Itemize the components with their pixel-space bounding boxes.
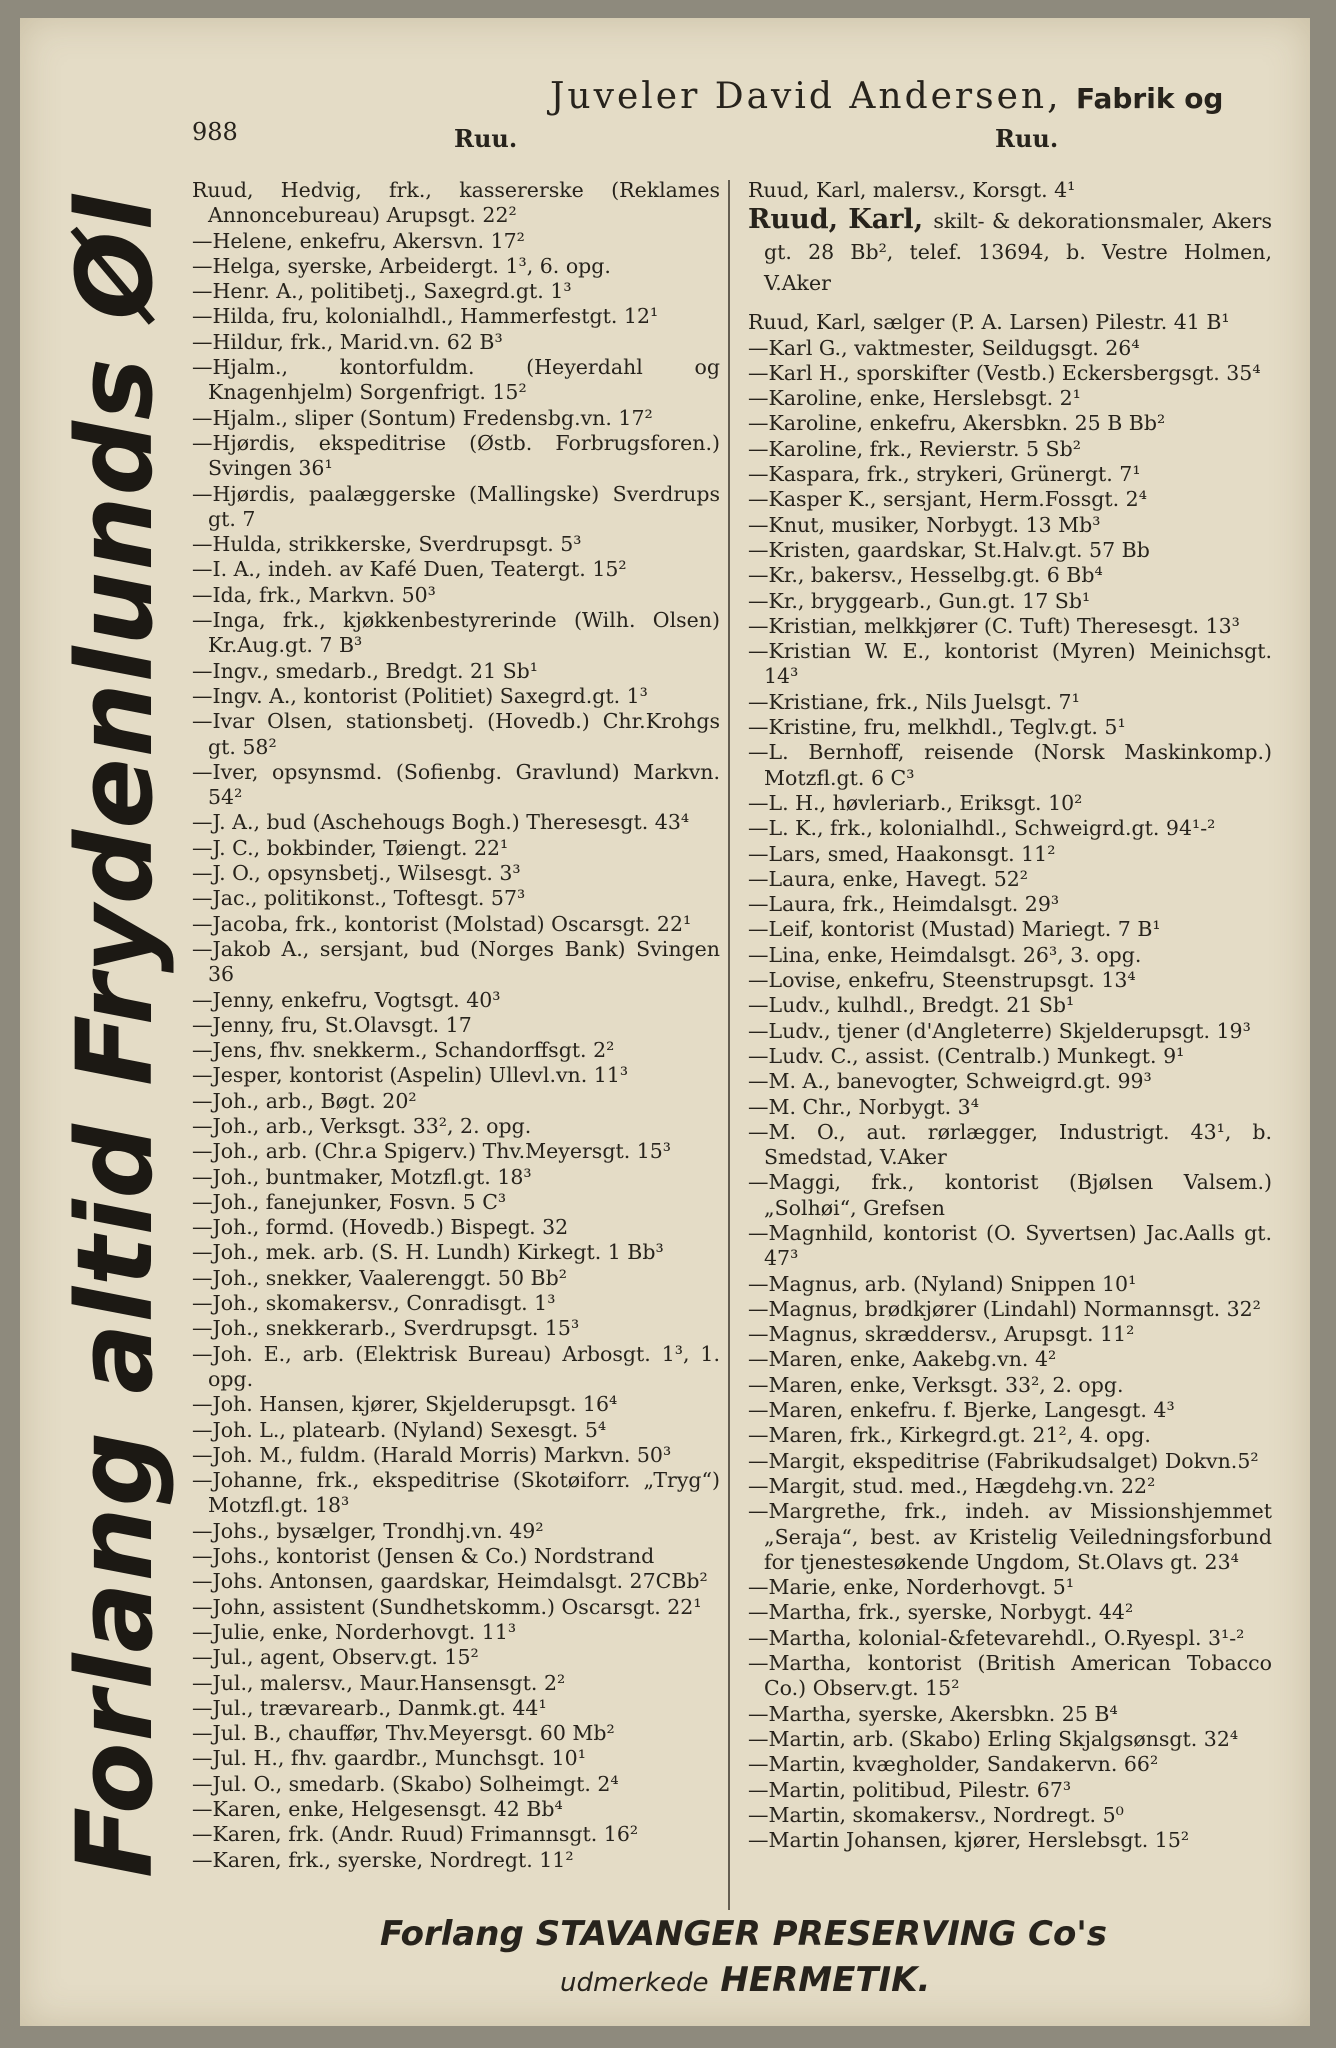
directory-entry: —Magnus, arb. (Nyland) Snippen 10¹: [748, 1271, 1137, 1296]
directory-entry: —Hilda, fru, kolonialhdl., Hammerfestgt. 12¹: [192, 304, 659, 329]
directory-entry: —Jesper, kontorist (Aspelin) Ullevl.vn. 11³: [192, 1063, 629, 1088]
directory-entry: —Karoline, enkefru, Akersbkn. 25 B Bb²: [748, 411, 1166, 436]
directory-entry: Ruud, Karl, malersv., Korsgt. 4¹: [748, 178, 1076, 202]
directory-entry: —Ida, frk., Markvn. 50³: [192, 582, 436, 607]
directory-entry: —Helene, enkefru, Akersvn. 17²: [192, 228, 525, 253]
directory-entry: —Joh., fanejunker, Fosvn. 5 C³: [192, 1189, 507, 1214]
directory-entry: —Martin Johansen, kjører, Herslebsgt. 15²: [748, 1828, 1190, 1853]
header-ad-tail: Fabrik og: [1076, 82, 1224, 115]
highlighted-entry-name: Ruud, Karl,: [748, 204, 924, 236]
directory-entry: —Maren, enkefru. f. Bjerke, Langesgt. 4³: [748, 1398, 1175, 1423]
directory-entry: —Ludv. C., assist. (Centralb.) Munkegt. 9¹: [748, 1043, 1185, 1068]
directory-entry: —Leif, kontorist (Mustad) Mariegt. 7 B¹: [748, 917, 1161, 942]
directory-entry: —Karoline, frk., Revierstr. 5 Sb²: [748, 436, 1081, 461]
directory-entry: —Laura, enke, Havegt. 52²: [748, 866, 1029, 891]
directory-entry: —Karoline, enke, Herslebsgt. 2¹: [748, 386, 1081, 411]
column-divider: [728, 180, 730, 1910]
directory-entry: —L. Bernhoff, reisende (Norsk Maskinkomp.) Motzfl.gt. 6 C³: [748, 740, 1272, 790]
directory-entry: —John, assistent (Sundhetskomm.) Oscarsgt. 22¹: [192, 1594, 702, 1619]
header-ad-main: Juveler David Andersen,: [550, 76, 1062, 117]
directory-entry: —Maggi, frk., kontorist (Bjølsen Valsem.) „Solhøi“, Grefsen: [748, 1170, 1272, 1220]
directory-entry: Ruud, Karl, sælger (P. A. Larsen) Pilestr. 41 B¹: [748, 310, 1230, 335]
directory-entry: —Lars, smed, Haakonsgt. 11²: [748, 841, 1056, 866]
directory-entry: —Hjørdis, paalæggerske (Mallingske) Sverdrups gt. 7: [192, 481, 720, 531]
side-advertisement: Forlang altid Frydenlunds Øl: [54, 193, 176, 1878]
directory-entry: —Karen, enke, Helgesensgt. 42 Bb⁴: [192, 1797, 563, 1821]
directory-entry: Ruud, Hedvig, frk., kassererske (Reklames Annoncebureau) Arupsgt. 22²: [192, 178, 720, 228]
left-column: [192, 178, 720, 1873]
directory-entry: —Lina, enke, Heimdalsgt. 26³, 3. opg.: [748, 942, 1142, 967]
directory-entry: —Karl H., sporskifter (Vestb.) Eckersbergsgt. 35⁴: [748, 360, 1261, 385]
directory-entry: —Henr. A., politibetj., Saxegrd.gt. 1³: [192, 279, 572, 304]
footer-ad-small-text: udmerkede: [560, 1968, 709, 1998]
directory-entry: —Magnus, skræddersv., Arupsgt. 11²: [748, 1322, 1135, 1347]
directory-entry: —Martin, arb. (Skabo) Erling Skjalgsønsgt. 32⁴: [748, 1726, 1239, 1751]
directory-entry: —L. K., frk., kolonialhdl., Schweigrd.gt. 94¹‑²: [748, 816, 1216, 841]
directory-entry: —L. H., høvleriarb., Eriksgt. 10²: [748, 790, 1083, 815]
directory-entry: —M. O., aut. rørlægger, Industrigt. 43¹, b. Smedstad, V.Aker: [748, 1119, 1272, 1170]
directory-entry: —Jens, fhv. snekkerm., Schandorffsgt. 2²: [192, 1038, 615, 1063]
directory-entry: —Lovise, enkefru, Steenstrupsgt. 13⁴: [748, 968, 1136, 993]
guide-word-right: Ruu.: [995, 124, 1059, 153]
directory-entry: —J. C., bokbinder, Tøiengt. 22¹: [192, 835, 509, 860]
directory-entry: —Martin, politibud, Pilestr. 67³: [748, 1777, 1072, 1802]
directory-entry: —Jakob A., sersjant, bud (Norges Bank) Svingen 36: [192, 936, 720, 987]
directory-entry: —Margrethe, frk., indeh. av Missionshjemmet „Seraja“, best. av Kristelig Veiledningsforbund for tjenestesøkende Ungdom, St.Olavs gt. 23⁴: [748, 1499, 1272, 1574]
footer-ad-big-text: HERMETIK.: [720, 1960, 931, 2000]
directory-entry: —Hildur, frk., Marid.vn. 62 B³: [192, 329, 503, 354]
directory-entry: —M. Chr., Norbygt. 3⁴: [748, 1094, 979, 1119]
directory-entry: —Maren, enke, Verksgt. 33², 2. opg.: [748, 1372, 1124, 1397]
directory-entry: —Hulda, strikkerske, Sverdrupsgt. 5³: [192, 532, 582, 557]
directory-entry: —Joh., arb., Verksgt. 33², 2. opg.: [192, 1113, 532, 1138]
directory-entry: —Joh., buntmaker, Motzfl.gt. 18³: [192, 1164, 532, 1189]
directory-entry: —Knut, musiker, Norbygt. 13 Mb³: [748, 512, 1101, 537]
directory-entry: —Kristian, melkkjører (C. Tuft) Theresesgt. 13³: [748, 613, 1240, 638]
header-advertisement: [550, 76, 1223, 117]
directory-entry: —Joh. Hansen, kjører, Skjelderupsgt. 16⁴: [192, 1392, 618, 1417]
directory-entry: —I. A., indeh. av Kafé Duen, Teatergt. 15²: [192, 557, 627, 582]
directory-entry: —J. A., bud (Aschehougs Bogh.) Theresesgt. 43⁴: [192, 810, 690, 835]
directory-entry: —Karen, frk. (Andr. Ruud) Frimannsgt. 16²: [192, 1822, 639, 1847]
footer-advertisement-line2: [560, 1960, 930, 2000]
directory-entry: —Jenny, fru, St.Olavsgt. 17: [192, 1012, 472, 1037]
directory-entry: —Jul. B., chauffør, Thv.Meyersgt. 60 Mb²: [192, 1721, 615, 1746]
directory-entry: —Johs. Antonsen, gaardskar, Heimdalsgt. 27CBb²: [192, 1569, 708, 1594]
highlighted-entry-details: skilt- & dekorationsmaler, Akers gt. 28 Bb², telef. 13694, b. Vestre Holmen, V.Aker: [764, 209, 1272, 296]
directory-entry: —Joh., skomakersv., Conradisgt. 1³: [192, 1291, 556, 1316]
directory-entry: —Jac., politikonst., Toftesgt. 57³: [192, 886, 526, 911]
directory-entry: —Jul., malersv., Maur.Hansensgt. 2²: [192, 1670, 566, 1695]
directory-entry: —Martha, kolonial-&fetevarehdl., O.Ryespl. 3¹‑²: [748, 1625, 1245, 1650]
directory-entry: —Ingv. A., kontorist (Politiet) Saxegrd.gt. 1³: [192, 683, 648, 708]
directory-entry: —Marie, enke, Norderhovgt. 5¹: [748, 1575, 1075, 1600]
directory-page: [20, 18, 1310, 2026]
directory-entry: —Kristian W. E., kontorist (Myren) Meinichsgt. 14³: [748, 639, 1272, 689]
directory-entry: —Jul., trævarearb., Danmk.gt. 44¹: [192, 1695, 547, 1720]
directory-entry: —Inga, frk., kjøkkenbestyrerinde (Wilh. Olsen) Kr.Aug.gt. 7 B³: [192, 608, 720, 658]
directory-entry: —Kristen, gaardskar, St.Halv.gt. 57 Bb: [748, 537, 1150, 562]
directory-entry: —Jul. O., smedarb. (Skabo) Solheimgt. 2⁴: [192, 1771, 619, 1796]
directory-entry: —Karl G., vaktmester, Seildugsgt. 26⁴: [748, 335, 1140, 360]
directory-entry: —Joh. L., platearb. (Nyland) Sexesgt. 5⁴: [192, 1417, 607, 1442]
directory-entry: —Magnus, brødkjører (Lindahl) Normannsgt. 32²: [748, 1296, 1261, 1321]
guide-word-left: Ruu.: [454, 124, 518, 153]
directory-entry: —Margit, stud. med., Hægdehg.vn. 22²: [748, 1473, 1156, 1498]
directory-entry: —Martha, kontorist (British American Tobacco Co.) Observ.gt. 15²: [748, 1651, 1272, 1701]
directory-entry: —Maren, enke, Aakebg.vn. 4²: [748, 1347, 1057, 1372]
directory-entry: —Joh., arb. (Chr.a Spigerv.) Thv.Meyersgt. 15³: [192, 1139, 672, 1164]
page-number: 988: [192, 118, 238, 146]
directory-entry: —Hjalm., kontorfuldm. (Heyerdahl og Knagenhjelm) Sorgenfrigt. 15²: [192, 355, 720, 405]
directory-entry: —Joh., arb., Bøgt. 20²: [192, 1088, 417, 1113]
directory-entry: —Hjørdis, ekspeditrise (Østb. Forbrugsforen.) Svingen 36¹: [192, 430, 720, 481]
directory-entry: —Ivar Olsen, stationsbetj. (Hovedb.) Chr.Krohgs gt. 58²: [192, 709, 720, 759]
directory-entry: —Jenny, enkefru, Vogtsgt. 40³: [192, 987, 501, 1012]
directory-entry: —Johanne, frk., ekspeditrise (Skotøiforr. „Tryg“) Motzfl.gt. 18³: [192, 1468, 720, 1518]
directory-entry: —Kaspara, frk., strykeri, Grünergt. 7¹: [748, 462, 1141, 487]
directory-entry: —Joh. M., fuldm. (Harald Morris) Markvn. 50³: [192, 1442, 672, 1467]
right-column: [748, 178, 1272, 1853]
directory-entry: —Julie, enke, Norderhovgt. 11³: [192, 1619, 517, 1644]
footer-advertisement-line1: Forlang STAVANGER PRESERVING Co's: [380, 1914, 1107, 1954]
directory-entry: —Karen, frk., syerske, Nordregt. 11²: [192, 1847, 574, 1872]
directory-entry: —Joh., snekker, Vaalerenggt. 50 Bb²: [192, 1265, 567, 1290]
directory-entry: —Kr., bakersv., Hesselbg.gt. 6 Bb⁴: [748, 563, 1103, 588]
highlighted-entry: [748, 205, 1272, 298]
directory-entry: —Jul. H., fhv. gaardbr., Munchsgt. 10¹: [192, 1746, 586, 1771]
directory-entry: —Martha, syerske, Akersbkn. 25 B⁴: [748, 1701, 1118, 1726]
directory-entry: —Ludv., tjener (d'Angleterre) Skjelderupsgt. 19³: [748, 1018, 1251, 1043]
directory-entry: —Magnhild, kontorist (O. Syvertsen) Jac.Aalls gt. 47³: [748, 1220, 1272, 1271]
directory-entry: —Maren, frk., Kirkegrd.gt. 21², 4. opg.: [748, 1423, 1151, 1448]
directory-entry: —Joh., formd. (Hovedb.) Bispegt. 32: [192, 1215, 569, 1240]
directory-entry: —Iver, opsynsmd. (Sofienbg. Gravlund) Markvn. 54²: [192, 759, 720, 810]
directory-entry: —Ingv., smedarb., Bredgt. 21 Sb¹: [192, 658, 539, 683]
directory-entry: —Hjalm., sliper (Sontum) Fredensbg.vn. 17²: [192, 405, 653, 430]
directory-entry: —Joh., mek. arb. (S. H. Lundh) Kirkegt. 1 Bb³: [192, 1240, 664, 1265]
directory-entry: —Kristine, fru, melkhdl., Teglv.gt. 5¹: [748, 715, 1126, 740]
directory-entry: —Martin, skomakersv., Nordregt. 5⁰: [748, 1802, 1124, 1827]
directory-entry: —M. A., banevogter, Schweigrd.gt. 99³: [748, 1069, 1152, 1094]
directory-entry: —Jul., agent, Observ.gt. 15²: [192, 1645, 479, 1670]
directory-entry: —Kr., bryggearb., Gun.gt. 17 Sb¹: [748, 588, 1091, 613]
directory-entry: —Joh. E., arb. (Elektrisk Bureau) Arbosgt. 1³, 1. opg.: [192, 1341, 720, 1391]
directory-entry: —Ludv., kulhdl., Bredgt. 21 Sb¹: [748, 993, 1075, 1018]
directory-entry: —Martin, kvægholder, Sandakervn. 66²: [748, 1752, 1159, 1777]
directory-entry: —Helga, syerske, Arbeidergt. 1³, 6. opg.: [192, 253, 611, 278]
directory-entry: —Laura, frk., Heimdalsgt. 29³: [748, 892, 1060, 917]
right-entry-list: [748, 310, 1272, 1853]
directory-entry: —Martha, frk., syerske, Norbygt. 44²: [748, 1600, 1134, 1625]
directory-entry: —Jacoba, frk., kontorist (Molstad) Oscarsgt. 22¹: [192, 911, 692, 936]
directory-entry: —Johs., bysælger, Trondhj.vn. 49²: [192, 1518, 544, 1543]
directory-entry: —Joh., snekkerarb., Sverdrupsgt. 15³: [192, 1316, 580, 1341]
directory-entry: —J. O., opsynsbetj., Wilsesgt. 3³: [192, 861, 521, 886]
directory-entry: —Margit, ekspeditrise (Fabrikudsalget) Dokvn.5²: [748, 1448, 1259, 1473]
directory-entry: —Kristiane, frk., Nils Juelsgt. 7¹: [748, 689, 1080, 714]
directory-entry: —Kasper K., sersjant, Herm.Fossgt. 2⁴: [748, 487, 1147, 512]
directory-entry: —Johs., kontorist (Jensen & Co.) Nordstrand: [192, 1544, 655, 1569]
